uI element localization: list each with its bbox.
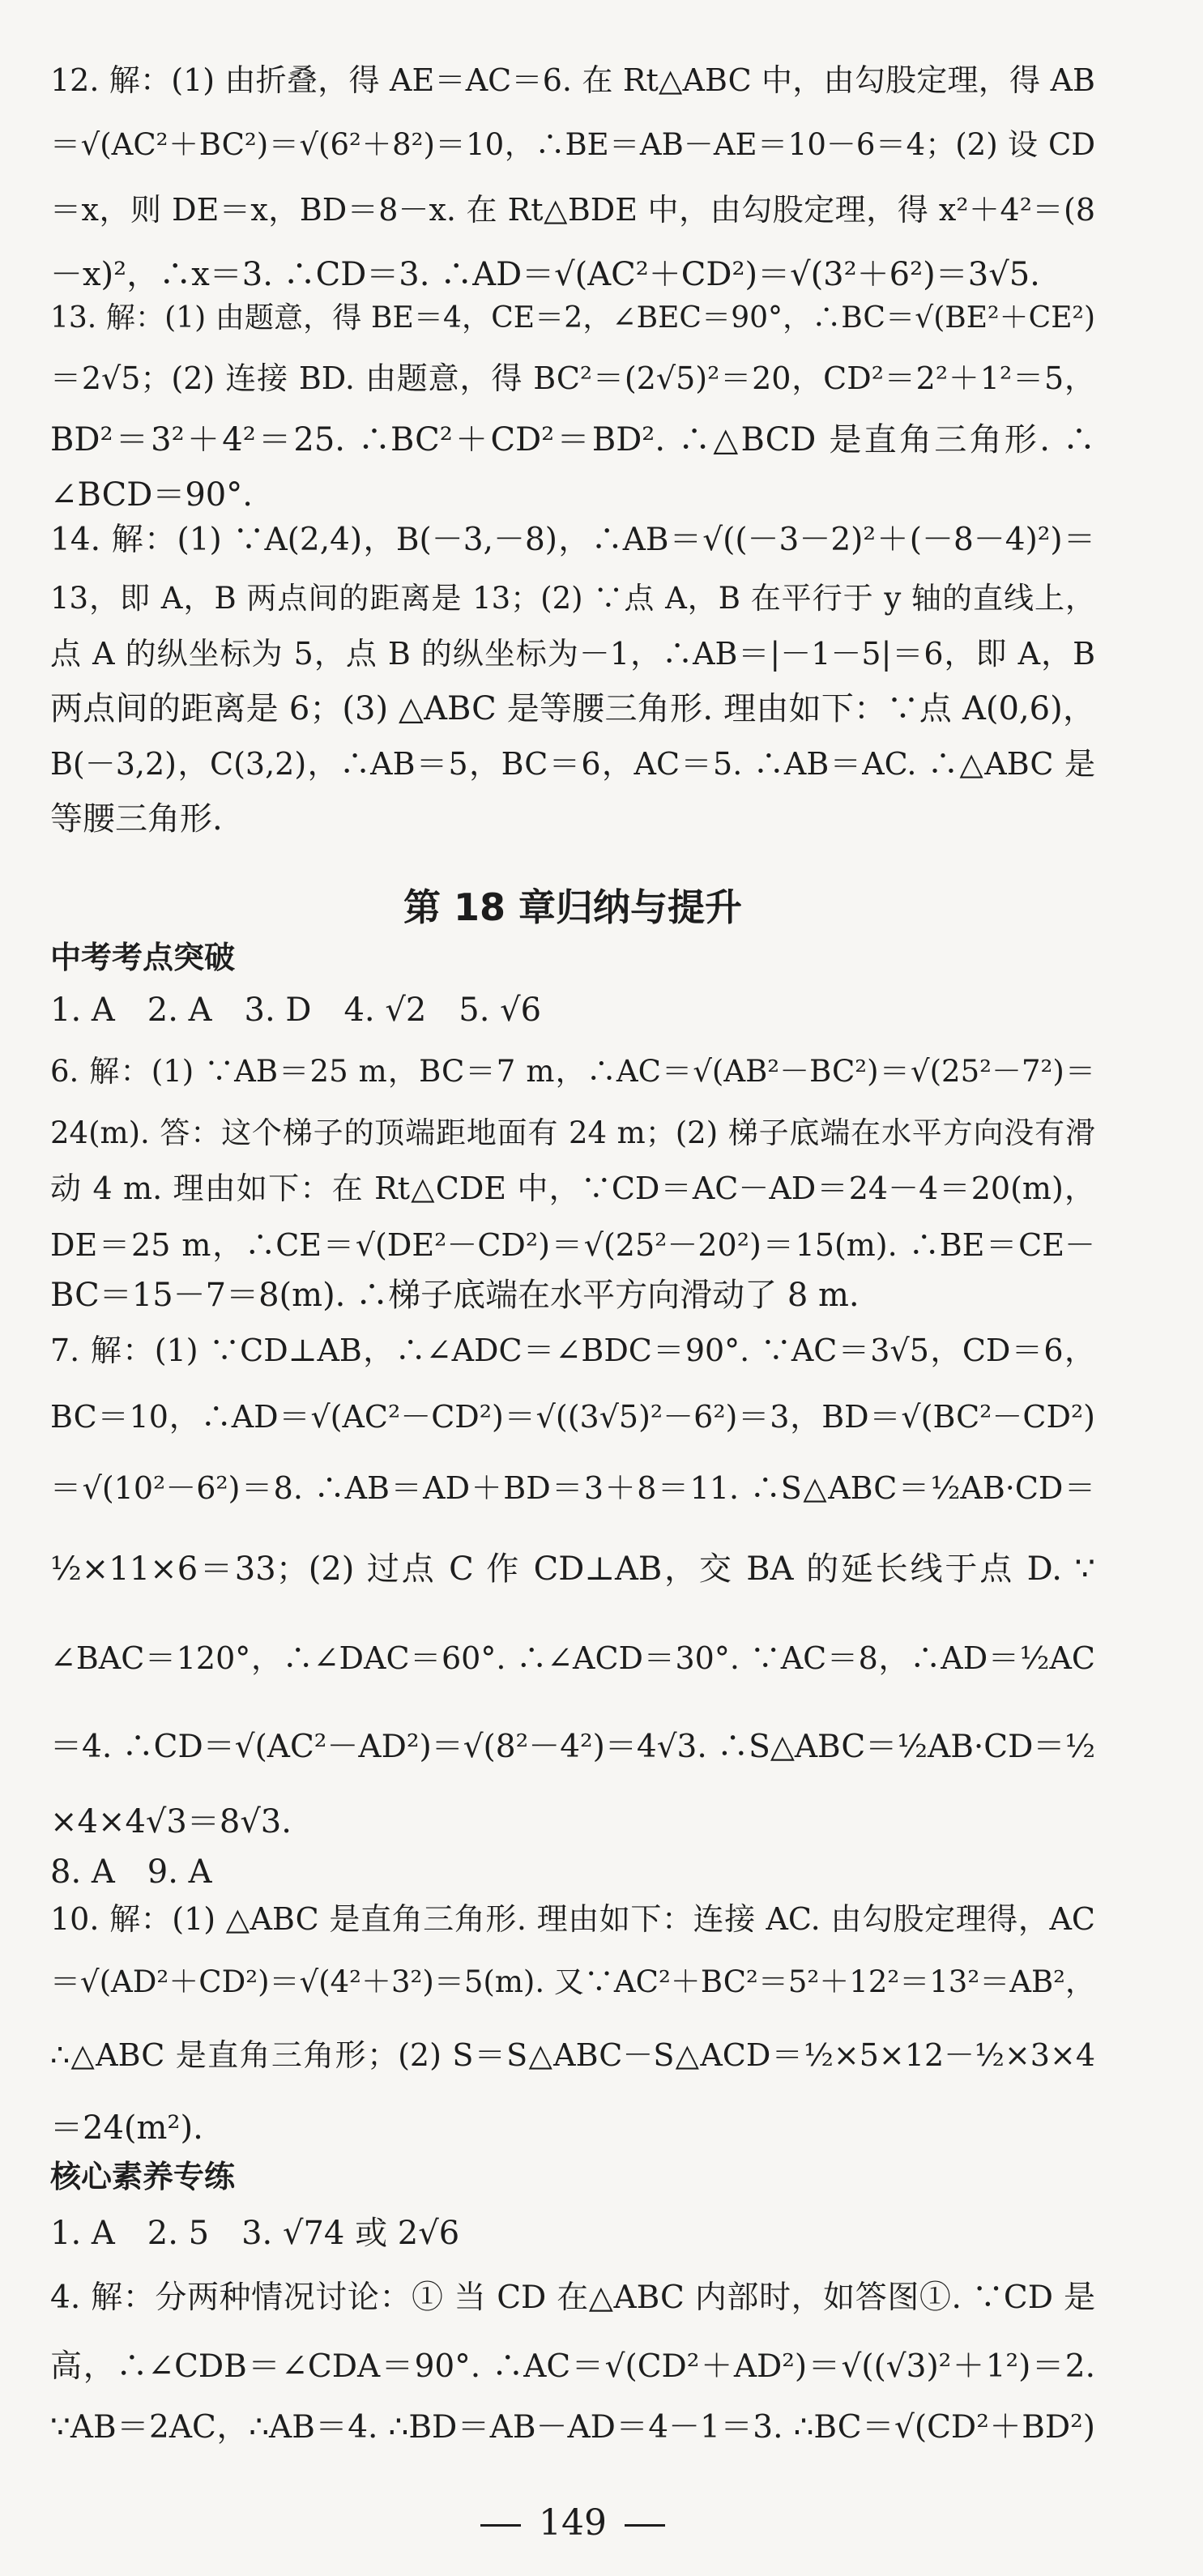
text-line: －x)²，∴x＝3. ∴CD＝3. ∴AD＝√(AC²＋CD²)＝√(3²＋6²)＝3√5. [50,256,1040,293]
text-line: ＝2√5；(2) 连接 BD. 由题意，得 BC²＝(2√5)²＝20，CD²＝2²＋1²＝5， [50,360,1095,396]
text-line: ∠BAC＝120°，∴∠DAC＝60°. ∴∠ACD＝30°. ∵AC＝8，∴AD＝½AC [50,1640,1095,1676]
dash-right [625,2524,665,2527]
text-line: 1. A 2. A 3. D 4. √2 5. √6 [50,992,542,1029]
text-line: 13，即 A，B 两点间的距离是 13；(2) ∵点 A，B 在平行于 y 轴的直线上， [50,581,1095,616]
text-line: 动 4 m. 理由如下：在 Rt△CDE 中，∵CD＝AC－AD＝24－4＝20(m)， [50,1171,1095,1206]
page-number-text: 149 [539,2502,607,2544]
subheading: 中考考点突破 [50,940,236,975]
text-line: ∵AB＝2AC，∴AB＝4. ∴BD＝AB－AD＝4－1＝3. ∴BC＝√(CD²＋BD²) [50,2409,1095,2446]
text-line: ＝√(10²－6²)＝8. ∴AB＝AD＋BD＝3＋8＝11. ∴S△ABC＝½AB·CD＝ [50,1470,1095,1506]
text-line: ＝4. ∴CD＝√(AC²－AD²)＝√(8²－4²)＝4√3. ∴S△ABC＝½AB·CD＝½ [50,1729,1096,1765]
text-line: 6. 解：(1) ∵AB＝25 m，BC＝7 m，∴AC＝√(AB²－BC²)＝√(25²－7²)＝ [50,1054,1095,1089]
section-title: 第 18 章归纳与提升 [403,885,743,929]
text-line: 4. 解：分两种情况讨论：① 当 CD 在△ABC 内部时，如答图①. ∵CD 是 [50,2280,1095,2316]
text-line: ＝√(AD²＋CD²)＝√(4²＋3²)＝5(m). 又∵AC²＋BC²＝5²＋12²＝13²＝AB²， [50,1964,1095,1999]
page-number [50,2499,1095,2548]
text-line: 13. 解：(1) 由题意，得 BE＝4，CE＝2，∠BEC＝90°，∴BC＝√(BE²＋CE²) [50,301,1095,335]
text-line: 14. 解：(1) ∵A(2,4)，B(－3,－8)，∴AB＝√((－3－2)²＋(－8－4)²)＝ [50,522,1095,558]
text-line: 12. 解：(1) 由折叠，得 AE＝AC＝6. 在 Rt△ABC 中，由勾股定理，得 AB [50,62,1095,98]
text-line: ∠BCD＝90°. [50,476,253,514]
text-line: 1. A 2. 5 3. √74 或 2√6 [50,2215,460,2252]
text-line: 7. 解：(1) ∵CD⊥AB，∴∠ADC＝∠BDC＝90°. ∵AC＝3√5，CD＝6， [50,1333,1095,1368]
text-line: 24(m). 答：这个梯子的顶端距地面有 24 m；(2) 梯子底端在水平方向没有滑 [50,1115,1095,1150]
text-line: BD²＝3²＋4²＝25. ∴BC²＋CD²＝BD². ∴△BCD 是直角三角形. ∴ [50,421,1095,458]
text-line: DE＝25 m，∴CE＝√(DE²－CD²)＝√(25²－20²)＝15(m). ∴BE＝CE－ [50,1227,1095,1263]
text-line: 两点间的距离是 6；(3) △ABC 是等腰三角形. 理由如下：∵点 A(0,6)， [50,690,1095,727]
text-line: ＝x，则 DE＝x，BD＝8－x. 在 Rt△BDE 中，由勾股定理，得 x²＋4²＝(8 [50,192,1095,228]
text-line: 高，∴∠CDB＝∠CDA＝90°. ∴AC＝√(CD²＋AD²)＝√((√3)²＋1²)＝2. [50,2348,1095,2385]
text-line: ＝√(AC²＋BC²)＝√(6²＋8²)＝10，∴BE＝AB－AE＝10－6＝4；(2) 设 CD [50,127,1095,162]
text-line: 等腰三角形. [50,800,223,838]
text-line: 点 A 的纵坐标为 5，点 B 的纵坐标为－1，∴AB＝|－1－5|＝6，即 A，B [50,636,1095,672]
text-line: 8. A 9. A [50,1853,212,1891]
text-line: BC＝15－7＝8(m). ∴梯子底端在水平方向滑动了 8 m. [50,1277,860,1314]
text-line: ½×11×6＝33；(2) 过点 C 作 CD⊥AB，交 BA 的延长线于点 D. ∵ [50,1550,1095,1588]
text-line: ∴△ABC 是直角三角形；(2) S＝S△ABC－S△ACD＝½×5×12－½×3×4 [50,2037,1095,2073]
text-line: BC＝10，∴AD＝√(AC²－CD²)＝√((3√5)²－6²)＝3，BD＝√(BC²－CD²) [50,1399,1095,1435]
subheading: 核心素养专练 [50,2159,236,2194]
text-line: 10. 解：(1) △ABC 是直角三角形. 理由如下：连接 AC. 由勾股定理得，AC [50,1901,1095,1937]
dash-left [480,2524,521,2527]
text-line: B(－3,2)，C(3,2)，∴AB＝5，BC＝6，AC＝5. ∴AB＝AC. ∴△ABC 是 [50,746,1095,782]
text-line: ×4×4√3＝8√3. [50,1803,292,1840]
text-line: ＝24(m²). [50,2109,203,2147]
